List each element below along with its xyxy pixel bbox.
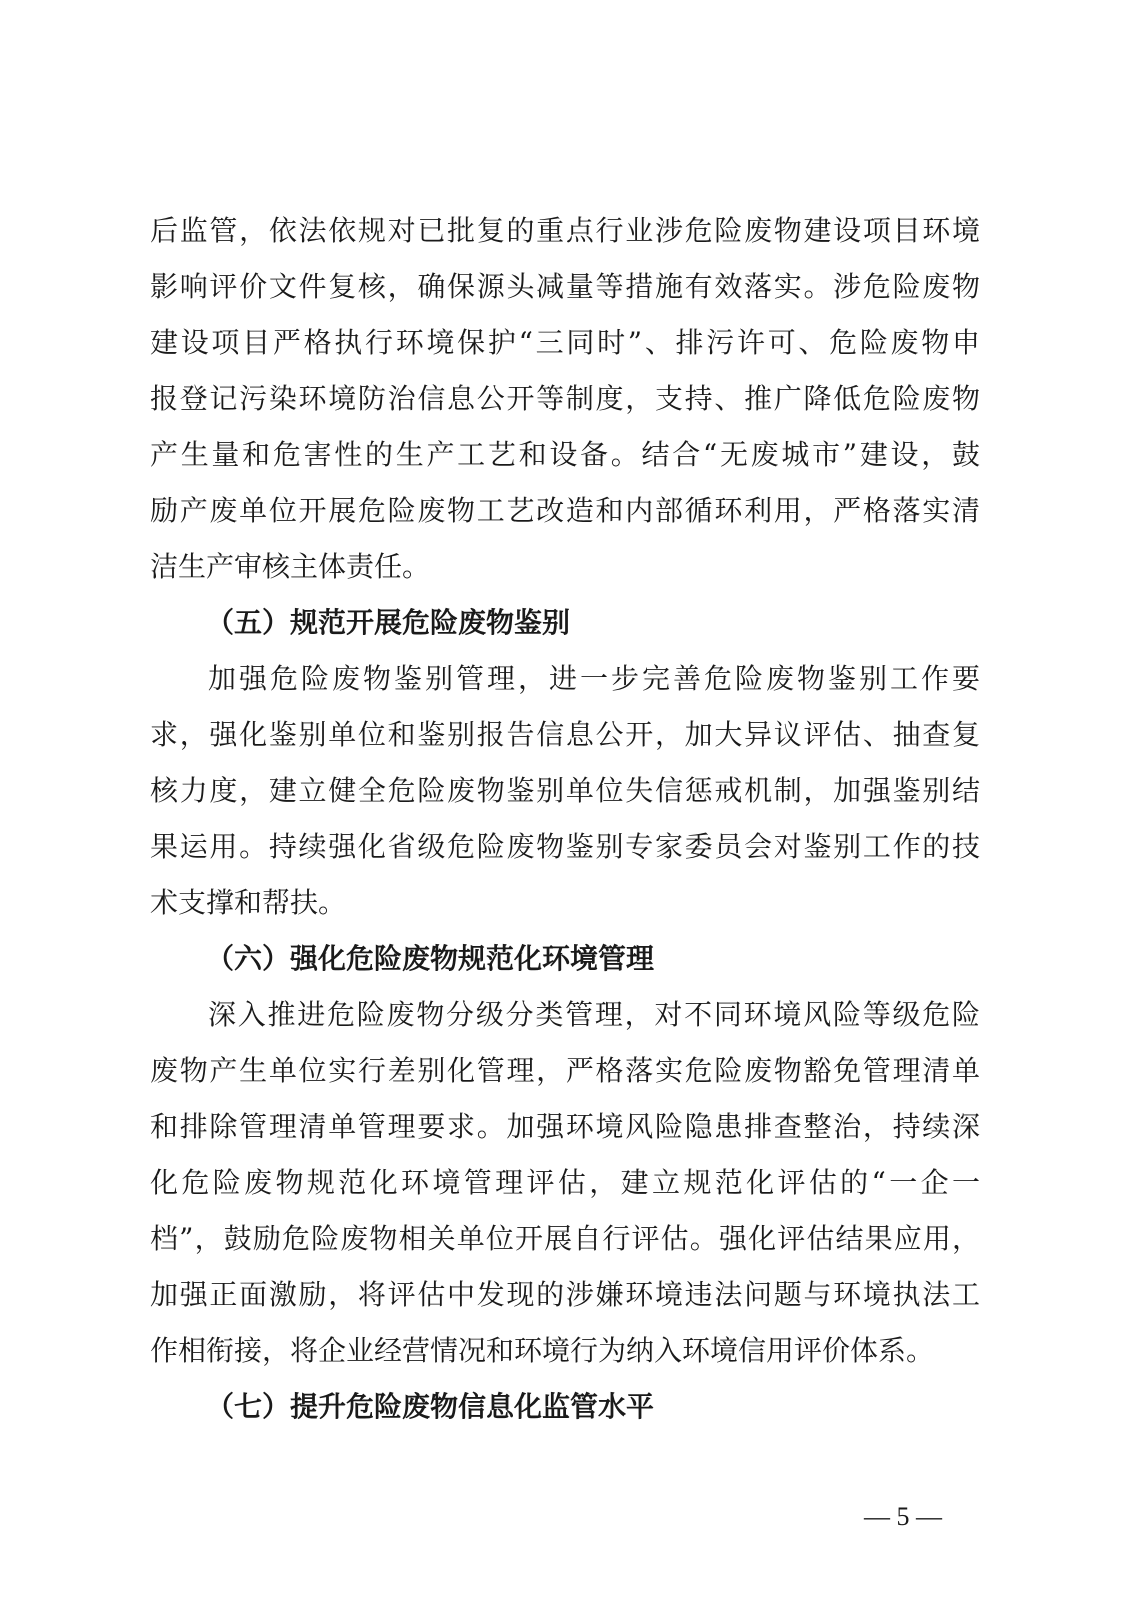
- paragraph-line: 化危险废物规范化环境管理评估，建立规范化评估的“一企一: [150, 1166, 980, 1199]
- paragraph-line: 报登记污染环境防治信息公开等制度，支持、推广降低危险废物: [150, 382, 980, 415]
- paragraph-line: 果运用。持续强化省级危险废物鉴别专家委员会对鉴别工作的技: [150, 830, 980, 863]
- paragraph-line: 加强危险废物鉴别管理，进一步完善危险废物鉴别工作要: [208, 662, 980, 695]
- section-heading-6: （六）强化危险废物规范化环境管理: [206, 942, 655, 975]
- paragraph-line: 求，强化鉴别单位和鉴别报告信息公开，加大异议评估、抽查复: [150, 718, 980, 751]
- paragraph-line: 核力度，建立健全危险废物鉴别单位失信惩戒机制，加强鉴别结: [150, 774, 980, 807]
- section-heading-5: （五）规范开展危险废物鉴别: [206, 606, 571, 639]
- paragraph-line: 洁生产审核主体责任。: [150, 550, 431, 583]
- paragraph-line: 深入推进危险废物分级分类管理，对不同环境风险等级危险: [208, 998, 980, 1031]
- paragraph-line: 加强正面激励，将评估中发现的涉嫌环境违法问题与环境执法工: [150, 1278, 980, 1311]
- paragraph-line: 术支撑和帮扶。: [150, 886, 347, 919]
- paragraph-line: 作相衔接，将企业经营情况和环境行为纳入环境信用评价体系。: [150, 1334, 935, 1367]
- section-heading-7: （七）提升危险废物信息化监管水平: [206, 1390, 655, 1423]
- paragraph-line: 废物产生单位实行差别化管理，严格落实危险废物豁免管理清单: [150, 1054, 980, 1087]
- paragraph-line: 影响评价文件复核，确保源头减量等措施有效落实。涉危险废物: [150, 270, 980, 303]
- page-number: — 5 —: [864, 1502, 942, 1531]
- paragraph-line: 建设项目严格执行环境保护“三同时”、排污许可、危险废物申: [150, 326, 980, 359]
- paragraph-line: 励产废单位开展危险废物工艺改造和内部循环利用，严格落实清: [150, 494, 980, 527]
- paragraph-line: 产生量和危害性的生产工艺和设备。结合“无废城市”建设，鼓: [150, 438, 980, 471]
- paragraph-line: 后监管，依法依规对已批复的重点行业涉危险废物建设项目环境: [150, 214, 980, 247]
- paragraph-line: 档”，鼓励危险废物相关单位开展自行评估。强化评估结果应用，: [150, 1222, 980, 1255]
- paragraph-line: 和排除管理清单管理要求。加强环境风险隐患排查整治，持续深: [150, 1110, 980, 1143]
